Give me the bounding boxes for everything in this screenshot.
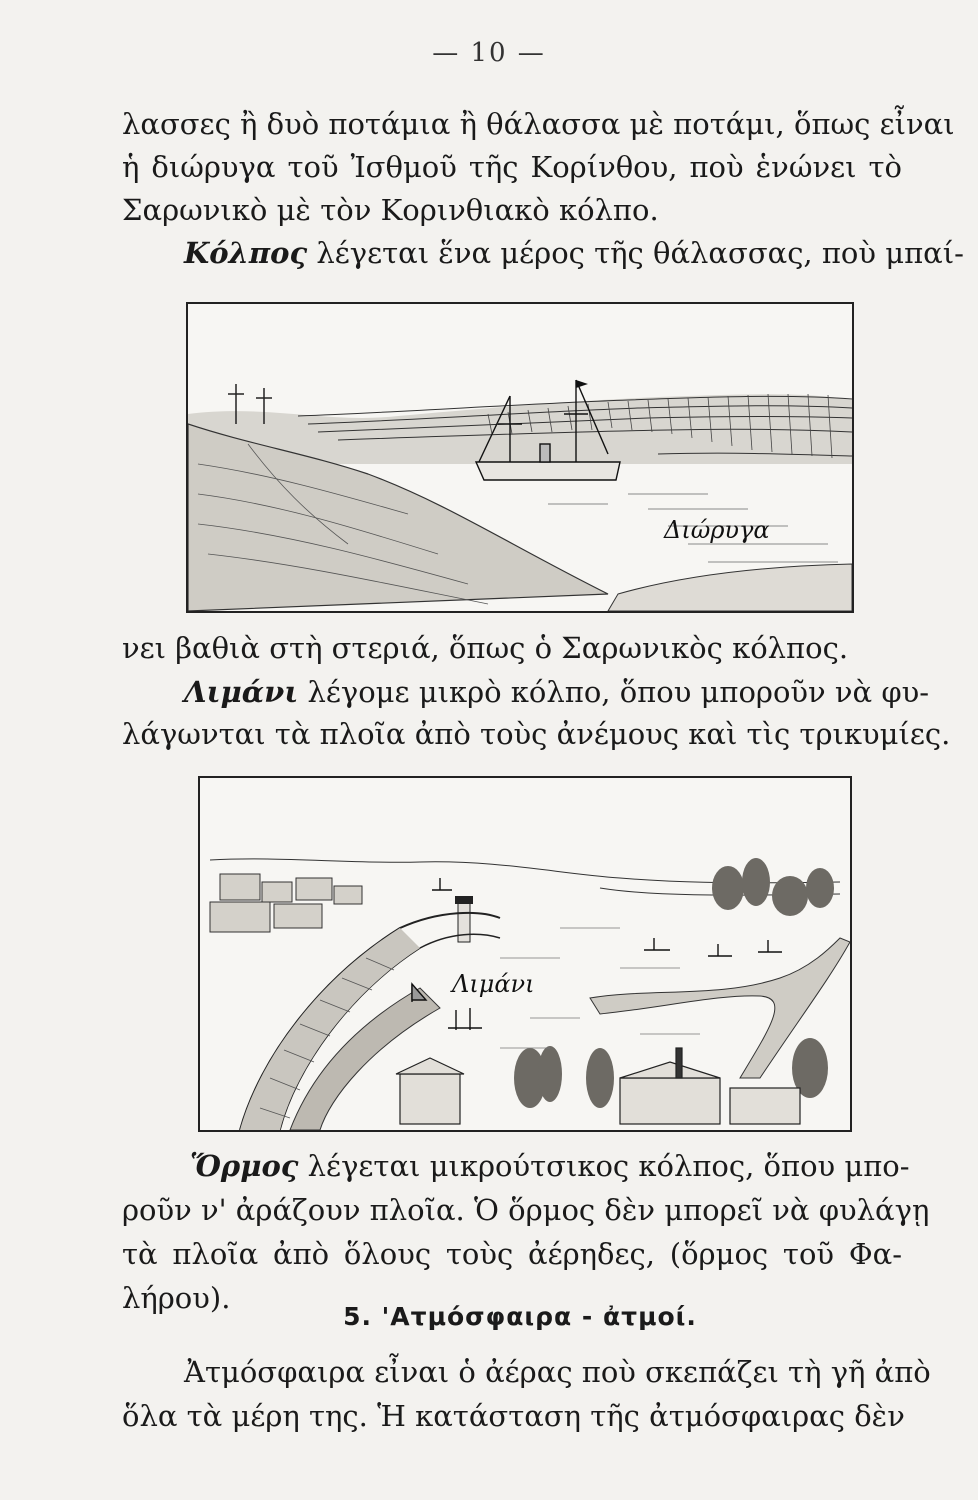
text-line: Ἀτμόσφαιρα εἶναι ὁ ἀέρας ποὺ σκεπάζει τὴ γῆ ἀπὸ <box>184 1355 931 1389</box>
figure-2-label: Λιμάνι <box>452 970 535 998</box>
section-heading: 5. 'Ατμόσφαιρα - ἀτμοί. <box>343 1302 697 1331</box>
text-span: λέγεται μικρούτσικος κόλπος, ὅπου μπο- <box>298 1149 910 1183</box>
text-line: λάγωνται τὰ πλοῖα ἀπὸ τοὺς ἀνέμους καὶ τὶς τρικυμίες. <box>122 717 951 751</box>
text-line: τὰ πλοῖα ἀπὸ ὅλους τοὺς ἀέρηδες, (ὅρμος τοῦ Φα- <box>122 1237 902 1271</box>
text-line: λήρου). <box>122 1281 231 1315</box>
term-kolpos: Κόλπος <box>184 236 308 270</box>
harbor-drawing <box>200 778 850 1130</box>
text-line <box>190 1146 910 1186</box>
text-span: λέγομε μικρὸ κόλπο, ὅπου μποροῦν νὰ φυ- <box>298 675 930 709</box>
page-number: — 10 — <box>432 38 546 68</box>
term-limani: Λιμάνι <box>184 675 299 709</box>
text-line: νει βαθιὰ στὴ στεριά, ὅπως ὁ Σαρωνικὸς κόλπος. <box>122 631 849 665</box>
canal-drawing <box>188 304 852 611</box>
text-span: λέγεται ἕνα μέρος τῆς θάλασσας, ποὺ μπαί- <box>307 236 964 270</box>
text-line: ὅλα τὰ μέρη της. Ἡ κατάσταση τῆς ἀτμόσφαιρας δὲν <box>122 1399 905 1433</box>
harbor-illustration <box>198 776 852 1132</box>
text-line: λασσες ἢ δυὸ ποτάμια ἢ θάλασσα μὲ ποτάμι, ὅπως εἶναι <box>122 107 955 141</box>
text-line: ροῦν ν' ἀράζουν πλοῖα. Ὁ ὅρμος δὲν μπορεῖ νὰ φυλάγῃ <box>122 1193 930 1227</box>
term-ormos: Ὅρμος <box>190 1149 299 1183</box>
text-line: Σαρωνικὸ μὲ τὸν Κορινθιακὸ κόλπο. <box>122 193 659 227</box>
figure-1-label: Διώρυγα <box>664 516 770 544</box>
canal-illustration <box>186 302 854 613</box>
text-line <box>184 233 964 273</box>
text-line: ἡ διώρυγα τοῦ Ἰσθμοῦ τῆς Κορίνθου, ποὺ ἑνώνει τὸ <box>122 150 902 184</box>
text-line <box>184 672 930 712</box>
